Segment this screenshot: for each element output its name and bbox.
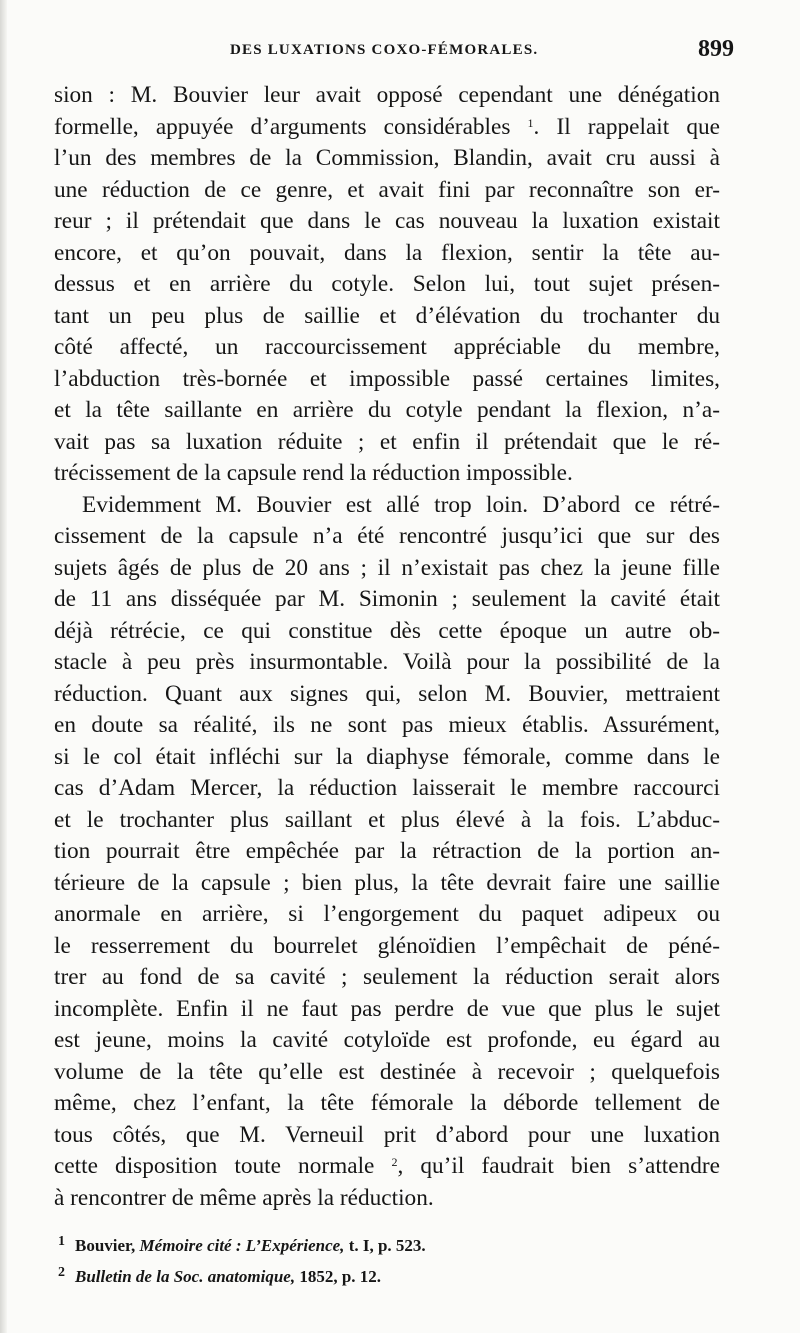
- text-line: tant un peu plus de saillie et d’élévation du trochanter du: [54, 302, 720, 329]
- text-line: trer au fond de sa cavité ; seulement la réduction serait alors: [54, 964, 720, 990]
- text-line: dessus et en arrière du cotyle. Selon lui, tout sujet présen-: [54, 271, 720, 297]
- text-line: si le col était infléchi sur la diaphyse fémorale, comme dans le: [54, 743, 720, 770]
- text-line: et la tête saillante en arrière du cotyle pendant la flexion, n’a-: [54, 397, 720, 423]
- text-line: même, chez l’enfant, la tête fémorale la déborde tellement de: [54, 1090, 720, 1116]
- text-line: [54, 112, 720, 144]
- text-span: , qu’il faudrait bien s’attendre: [397, 1153, 720, 1179]
- text-line: vait pas sa luxation réduite ; et enfin il prétendait que le ré-: [54, 428, 720, 455]
- footnote-author: Bouvier,: [75, 1236, 136, 1255]
- text-line: est jeune, moins la cavité cotyloïde est profonde, eu égard au: [54, 1027, 720, 1053]
- text-line: Evidemment M. Bouvier est allé trop loin. D’abord ce rétré-: [82, 491, 720, 518]
- text-line: cissement de la capsule n’a été rencontré jusqu’ici que sur des: [54, 523, 720, 549]
- text-line: en doute sa réalité, ils ne sont pas mieux établis. Assurément,: [54, 712, 720, 738]
- text-line: stacle à peu près insurmontable. Voilà pour la possibilité de la: [54, 649, 720, 675]
- text-line: [54, 1151, 720, 1183]
- footnotes: [54, 1228, 720, 1290]
- text-span: formelle, appuyée d’arguments considérables: [54, 113, 511, 140]
- body-text: [54, 80, 720, 1214]
- text-line: incomplète. Enfin il ne faut pas perdre de vue que plus le sujet: [54, 995, 720, 1022]
- text-line: l’abduction très-bornée et impossible passé certaines limites,: [54, 365, 720, 392]
- text-line: réduction. Quant aux signes qui, selon M. Bouvier, mettraient: [54, 680, 720, 707]
- text-line: de 11 ans disséquée par M. Simonin ; seulement la cavité était: [54, 586, 720, 612]
- text-line: encore, et qu’on pouvait, dans la flexion, sentir la tête au-: [54, 239, 720, 266]
- text-line: une réduction de ce genre, et avait fini par reconnaître son er-: [54, 176, 720, 203]
- footnote-mark: 2: [58, 1265, 65, 1280]
- text-line: l’un des membres de la Commission, Blandin, avait cru aussi à: [54, 145, 720, 171]
- footnote-mark: 1: [58, 1234, 65, 1249]
- text-line: côté affecté, un raccourcissement appréciable du membre,: [54, 334, 720, 360]
- page-header: [56, 36, 734, 66]
- text-line: volume de la tête qu’elle est destinée à recevoir ; quelquefois: [54, 1058, 720, 1085]
- text-line: sion : M. Bouvier leur avait opposé cependant une dénégation: [54, 82, 720, 108]
- text-line: à rencontrer de même après la réduction.: [54, 1184, 434, 1211]
- footnote-title: Bulletin de la Soc. anatomique,: [75, 1267, 296, 1286]
- text-line: reur ; il prétendait que dans le cas nouveau la luxation existait: [54, 208, 720, 234]
- text-line: tion pourrait être empêchée par la rétraction de la portion an-: [54, 838, 720, 864]
- text-line: et le trochanter plus saillant et plus élevé à la fois. L’abduc-: [54, 806, 720, 833]
- text-span: cette disposition toute normale: [54, 1153, 375, 1179]
- text-line: térieure de la capsule ; bien plus, la tête devrait faire une saillie: [54, 869, 720, 896]
- footnote-ref-detail: t. I, p. 523.: [348, 1236, 426, 1255]
- text-line: cas d’Adam Mercer, la réduction laisserait le membre raccourci: [54, 775, 720, 801]
- page-edge-shadow: [0, 0, 7, 1333]
- text-span: . Il rappelait que: [533, 113, 720, 140]
- page-number: 899: [698, 36, 734, 62]
- footnote-ref-detail: 1852, p. 12.: [299, 1267, 382, 1286]
- running-head: DES LUXATIONS COXO-FÉMORALES.: [230, 42, 539, 58]
- footnote-ref: 1: [527, 115, 534, 130]
- footnote: [54, 1228, 720, 1259]
- footnote: [54, 1259, 720, 1290]
- text-line: sujets âgés de plus de 20 ans ; il n’existait pas chez la jeune fille: [54, 554, 720, 581]
- text-line: anormale en arrière, si l’engorgement du paquet adipeux ou: [54, 901, 720, 927]
- text-line: le resserrement du bourrelet glénoïdien l’empêchait de péné-: [54, 932, 720, 959]
- footnote-title: Mémoire cité : L’Expérience,: [139, 1236, 345, 1255]
- text-line: trécissement de la capsule rend la réduction impossible.: [54, 460, 573, 486]
- text-line: tous côtés, que M. Verneuil prit d’abord pour une luxation: [54, 1121, 720, 1148]
- text-line: déjà rétrécie, ce qui constitue dès cette époque un autre ob-: [54, 617, 720, 644]
- footnote-ref: 2: [391, 1155, 398, 1169]
